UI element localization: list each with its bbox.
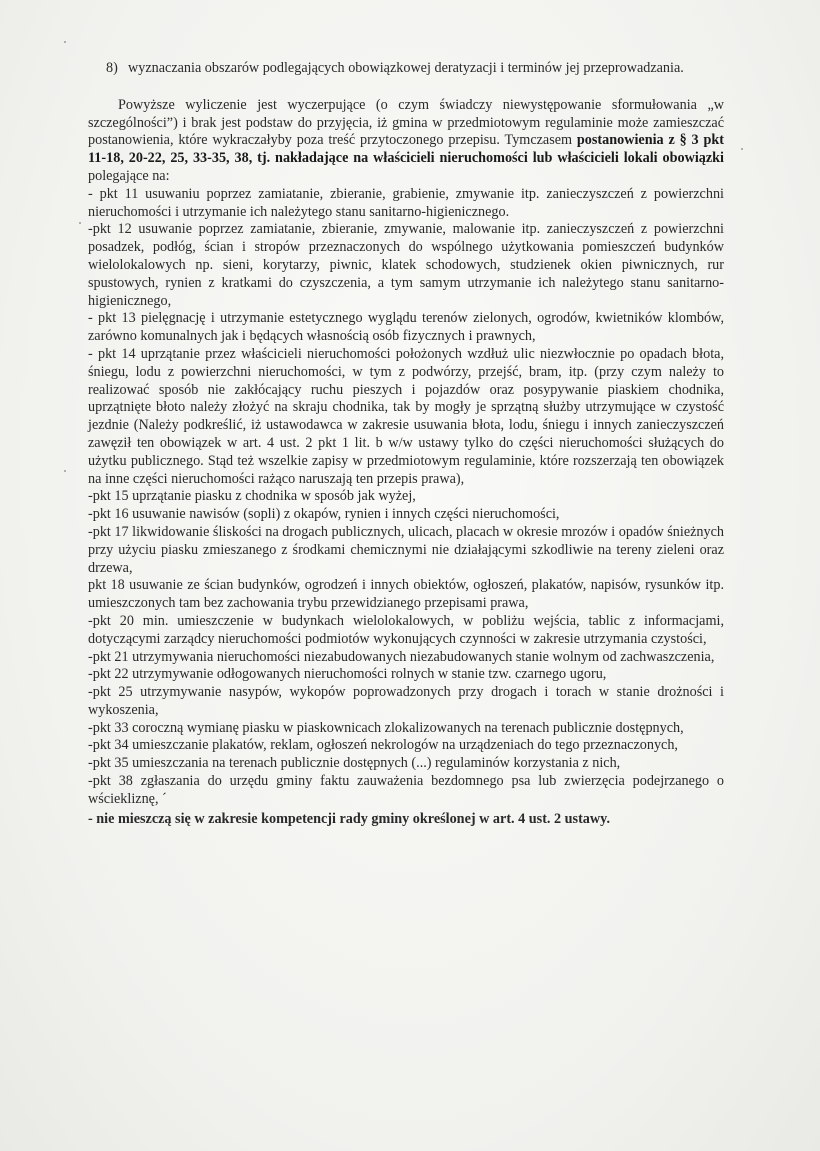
scan-speck	[64, 41, 66, 43]
document-body	[88, 60, 724, 828]
list-item: -pkt 15 uprzątanie piasku z chodnika w sposób jak wyżej,	[88, 488, 416, 505]
list-item: - pkt 11 usuwaniu poprzez zamiatanie, zbieranie, grabienie, zmywanie itp. zanieczyszczeń z powierzchni nieruchomości i utrzymanie ich należytego stanu sanitarno-higienicznego.	[88, 185, 724, 220]
list-item: -pkt 17 likwidowanie śliskości na drogach publicznych, ulicach, placach w okresie mrozów i opadów śnieżnych przy użyciu piasku zmieszanego z środkami chemicznymi nie działającymi szkodliwie na tereny zieleni oraz drzewa,	[88, 523, 724, 576]
conclusion-text: - nie mieszczą się w zakresie kompetencji rady gminy określonej w art. 4 ust. 2 ustawy.	[88, 810, 610, 827]
scan-speck	[64, 470, 66, 472]
item-text: wyznaczania obszarów podlegających obowiązkowej deratyzacji i terminów jej przeprowadzania.	[128, 60, 684, 76]
intro-text-end: polegające na:	[88, 167, 170, 184]
list-item: -pkt 20 min. umieszczenie w budynkach wielolokalowych, w pobliżu wejścia, tablic z informacjami, dotyczącymi zarządcy nieruchomości podmiotów wykonujących czynności w zakresie utrzymania czystości,	[88, 612, 724, 647]
item-number: 8)	[106, 60, 118, 76]
list-item: - pkt 13 pielęgnację i utrzymanie estetycznego wyglądu terenów zielonych, ogrodów, kwietników klombów, zarówno komunalnych jak i będących własnością osób fizycznych i prawnych,	[88, 310, 724, 345]
list-item: -pkt 16 usuwanie nawisów (sopli) z okapów, rynien i innych części nieruchomości,	[88, 506, 560, 523]
intro-bold-text: postanowienia z § 3 pkt 11-18, 20-22, 25, 33-35, 38, tj. nakładające na właścicieli nieruchomości lub właścicieli lokali obowiązki	[88, 132, 724, 167]
scan-speck	[79, 222, 81, 224]
list-item: -pkt 38 zgłaszania do urzędu gminy faktu zauważenia bezdomnego psa lub zwierzęcia podejrzanego o wściekliznę, ´	[88, 773, 724, 807]
list-item: -pkt 22 utrzymywanie odłogowanych nieruchomości rolnych w stanie tzw. czarnego ugoru,	[88, 666, 607, 683]
list-item: -pkt 25 utrzymywanie nasypów, wykopów poprowadzonych przy drogach i torach w stanie drożności i wykoszenia,	[88, 684, 724, 718]
list-item-8	[106, 60, 724, 78]
intro-text: Powyższe wyliczenie jest wyczerpujące (o czym świadczy niewystępowanie sformułowania „w szczególności”) i brak jest podstaw do przyjęcia, iż gmina w przedmiotowym regulaminie może zamieszczać postanowienia, które wykraczałyby poza treść przytoczonego przepisu. Tymczasem	[88, 96, 724, 149]
list-item: -pkt 35 umieszczania na terenach publicznie dostępnych (...) regulaminów korzystania z nich,	[88, 755, 621, 772]
list-item: -pkt 12 usuwanie poprzez zamiatanie, zbieranie, zmywanie, malowanie itp. zanieczyszczeń z powierzchni posadzek, podłóg, ścian i stropów przeznaczonych do wspólnego użytkowania pomieszczeń budynków wielolokalowych np. sieni, korytarzy, piwnic, klatek schodowych, studzienek okien piwnicznych, rur spustowych, rynien z kratkami do czyszczenia, a tym samym utrzymanie ich należytego stanu sanitarno-higienicznego,	[88, 221, 724, 309]
intro-paragraph	[88, 97, 724, 186]
list-item: -pkt 21 utrzymywania nieruchomości niezabudowanych niezabudowanych stanie wolnym od zachwaszczenia,	[88, 648, 715, 665]
list-item: pkt 18 usuwanie ze ścian budynków, ogrodzeń i innych obiektów, ogłoszeń, plakatów, napisów, rysunków itp. umieszczonych tam bez zachowania trybu przewidzianego przepisami prawa,	[88, 577, 724, 612]
list-item: -pkt 34 umieszczanie plakatów, reklam, ogłoszeń nekrologów na urządzeniach do tego przeznaczonych,	[88, 737, 678, 754]
list-item: - pkt 14 uprzątanie przez właścicieli nieruchomości położonych wzdłuż ulic niezwłocznie po opadach błota, śniegu, lodu z powierzchni nieruchomości, w tym z podwórzy, przejść, bram, itp. (przy czym należy to realizować sposób nie zakłócający ruchu pieszych i pojazdów oraz posypywanie piaskiem chodnika, uprzątnięte błoto należy złożyć na skraju chodnika, tak by mogły je sprzątną służby utrzymujące w czystość jezdnie (Należy podkreślić, iż ustawodawca w zakresie usuwania błota, lodu, śniegu i innych zanieczyszczeń zawęził ten obowiązek w art. 4 ust. 2 pkt 1 lit. b w/w ustawy tylko do części nieruchomości służących do użytku publicznego. Stąd też wszelkie zapisy w przedmiotowym regulaminie, które rozszerzają ten obowiązek na inne części nieruchomości rażąco naruszają ten przepis prawa),	[88, 345, 724, 487]
provision-list	[88, 186, 724, 809]
scan-speck	[741, 148, 743, 150]
list-item: -pkt 33 coroczną wymianę piasku w piaskownicach zlokalizowanych na terenach publicznie dostępnych,	[88, 719, 684, 736]
